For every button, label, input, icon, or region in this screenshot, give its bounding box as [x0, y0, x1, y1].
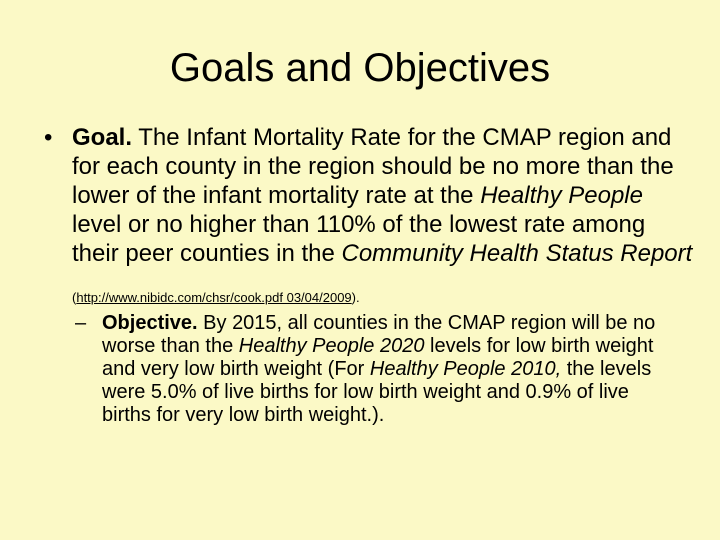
objective-text-part-1: By 2015, all counties in the CMAP region will be no worse than the [102, 312, 656, 357]
objective-text-part-3: the levels were 5.0% of live births for low birth weight and 0.9% of live births for very low birth weight.). [102, 358, 652, 426]
goal-text-part-1: The Infant Mortality Rate for the CMAP region and for each county in the region should be no more than the lower of the infant mortality rate at the [72, 124, 674, 209]
objective-bullet [75, 312, 675, 427]
objective-italic-hp2020: Healthy People 2020 [238, 335, 425, 357]
source-citation [72, 290, 672, 306]
objective-italic-hp2010: Healthy People 2010, [369, 358, 562, 380]
source-link[interactable]: http://www.nibidc.com/chsr/cook.pdf 03/04/2009 [76, 290, 352, 305]
objective-text-part-2: levels for low birth weight and very low birth weight (For [102, 335, 654, 380]
source-open-paren: ( [72, 290, 77, 305]
slide-title: Goals and Objectives [169, 46, 551, 90]
source-close: ). [351, 290, 360, 305]
objective-label: Objective. [102, 312, 198, 334]
goal-text [72, 123, 694, 268]
goal-italic-healthy-people: Healthy People [480, 182, 643, 209]
goal-text-part-2: level or no higher than 110% of the lowest rate among their peer counties in the [72, 211, 646, 267]
goal-bullet [44, 123, 694, 268]
bullet-marker: • [44, 124, 53, 151]
goal-italic-report: Community Health Status Report [341, 240, 693, 267]
dash-marker: – [75, 312, 87, 334]
objective-text [102, 312, 675, 427]
goal-label: Goal. [72, 124, 133, 151]
